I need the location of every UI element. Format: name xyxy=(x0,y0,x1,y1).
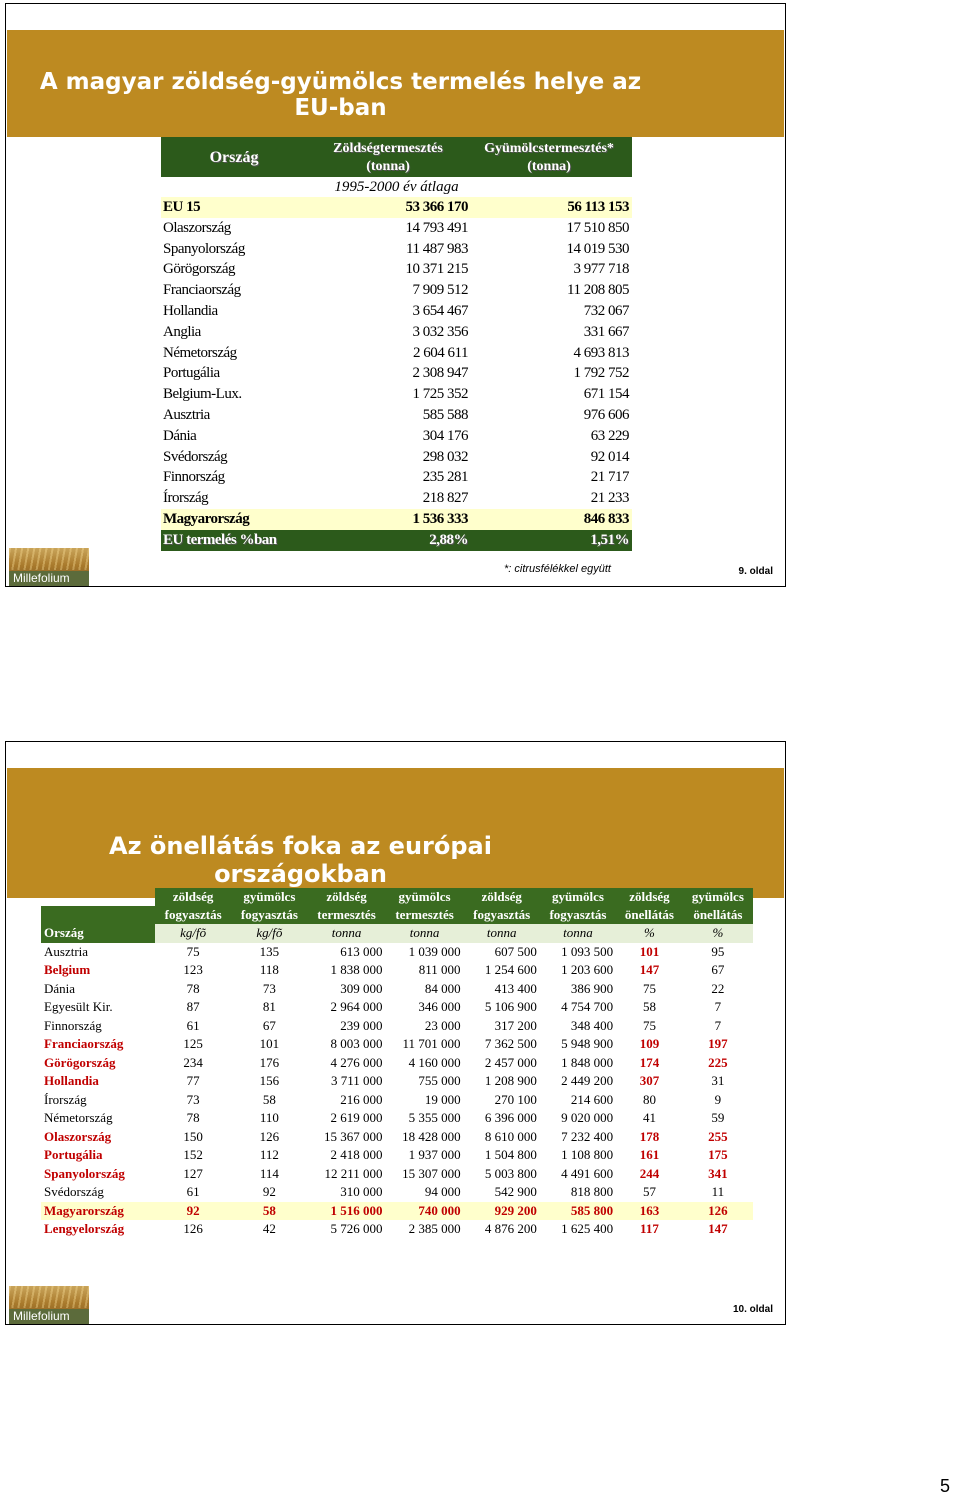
cell-country: Magyarország xyxy=(41,1202,155,1221)
cell-country: EU 15 xyxy=(163,199,201,215)
table-row xyxy=(41,1146,753,1165)
cell-vegetable: 2 604 611 xyxy=(413,344,468,361)
cell-value: 244 xyxy=(639,1165,660,1181)
cell-value: 216 000 xyxy=(340,1091,383,1107)
cell-value: 607 500 xyxy=(494,943,537,959)
cell-value: 2 619 000 xyxy=(330,1110,383,1126)
millefolium-logo xyxy=(9,1286,89,1324)
cell-value: 94 000 xyxy=(424,1184,461,1200)
cell-value: 1 838 000 xyxy=(330,962,383,978)
column-header-top: gyümölcs xyxy=(386,888,464,906)
cell-country: Írország xyxy=(163,490,209,507)
cell-value: 309 000 xyxy=(340,980,383,996)
cell-country: Franciaország xyxy=(163,282,241,299)
header-fruit xyxy=(469,140,629,176)
column-header-bottom: fogyasztás xyxy=(155,906,231,924)
unit-cell: % xyxy=(616,924,683,943)
cell-value: 197 xyxy=(708,1036,728,1052)
cell-fruit: 11 208 805 xyxy=(567,282,629,299)
cell-value: 22 xyxy=(711,980,725,996)
cell-value: 239 000 xyxy=(340,1017,383,1033)
cell-value: 92 xyxy=(262,1184,276,1200)
cell-value: 740 000 xyxy=(386,1202,464,1221)
cell-value: 386 900 xyxy=(570,980,614,996)
table-row xyxy=(161,301,632,322)
unit-cell: tonna xyxy=(308,924,386,943)
cell-fruit: 3 977 718 xyxy=(573,261,629,278)
cell-value: 1 937 000 xyxy=(408,1147,461,1163)
table-row xyxy=(161,509,632,530)
cell-fruit: 846 833 xyxy=(583,510,629,527)
cell-country: Portugália xyxy=(163,365,220,382)
table-row xyxy=(161,467,632,488)
cell-value: 1 093 500 xyxy=(561,943,614,959)
cell-country: Olaszország xyxy=(44,1128,112,1144)
slide-title: A magyar zöldség-gyümölcs termelés helye az EU-ban xyxy=(39,69,642,121)
cell-value: 307 xyxy=(639,1073,660,1089)
cell-value: 101 xyxy=(639,943,660,959)
cell-value: 12 211 000 xyxy=(324,1165,383,1181)
title-banner xyxy=(7,30,784,137)
table-row xyxy=(161,197,632,218)
cell-value: 811 000 xyxy=(418,962,461,978)
cell-value: 135 xyxy=(259,943,280,959)
table-row xyxy=(161,280,632,301)
column-header-top: zöldség xyxy=(155,888,231,906)
cell-value: 58 xyxy=(262,1091,276,1107)
cell-value: 5 106 900 xyxy=(484,999,537,1015)
cell-value: 270 100 xyxy=(494,1091,537,1107)
cell-value: 125 xyxy=(183,1036,203,1052)
cell-country: Magyarország xyxy=(163,510,250,527)
cell-value: 78 xyxy=(186,1110,200,1126)
cell-fruit: 21 717 xyxy=(590,469,629,486)
cell-value: 123 xyxy=(183,962,203,978)
cell-country: Németország xyxy=(44,1110,113,1126)
cell-country: Görögország xyxy=(163,261,235,278)
slide-9 xyxy=(5,3,786,587)
cell-fruit: 14 019 530 xyxy=(566,240,629,257)
millefolium-logo xyxy=(9,548,89,586)
cell-value: 41 xyxy=(642,1110,656,1126)
period-label: 1995-2000 év átlaga xyxy=(334,179,459,195)
cell-value: 84 000 xyxy=(424,980,461,996)
cell-value: 234 xyxy=(183,1054,203,1070)
cell-value: 1 254 600 xyxy=(484,962,537,978)
cell-country: Finnország xyxy=(44,1017,102,1033)
column-header-top: gyümölcs xyxy=(683,888,753,906)
cell-value: 80 xyxy=(642,1091,656,1107)
cell-value: 613 000 xyxy=(340,943,383,959)
cell-value: 225 xyxy=(708,1054,728,1070)
cell-value: 114 xyxy=(259,1165,279,1181)
cell-value: 163 xyxy=(616,1202,683,1221)
cell-value: 5 003 800 xyxy=(484,1165,537,1181)
cell-value: 150 xyxy=(183,1128,203,1144)
cell-value: 58 xyxy=(642,999,656,1015)
cell-value: 585 800 xyxy=(540,1202,616,1221)
cell-value: 255 xyxy=(708,1128,728,1144)
table-row xyxy=(41,1165,753,1184)
cell-value: 348 400 xyxy=(570,1017,614,1033)
cell-value: 214 600 xyxy=(570,1091,614,1107)
table-row xyxy=(41,1183,753,1202)
header-veg-unit: (tonna) xyxy=(366,159,410,174)
cell-value: 19 000 xyxy=(424,1091,461,1107)
cell-value: 1 504 800 xyxy=(484,1147,537,1163)
table-row xyxy=(161,530,632,551)
column-header-bottom: termesztés xyxy=(386,906,464,924)
cell-value: 161 xyxy=(639,1147,660,1163)
cell-value: 92 xyxy=(155,1202,231,1221)
cell-value: 112 xyxy=(259,1147,279,1163)
cell-country: Ausztria xyxy=(44,943,89,959)
cell-country: Svédország xyxy=(163,448,228,465)
cell-country: Írország xyxy=(44,1091,87,1107)
cell-value: 2 418 000 xyxy=(330,1147,383,1163)
cell-country: Spanyolország xyxy=(163,240,245,257)
cell-value: 75 xyxy=(642,1017,656,1033)
cell-value: 101 xyxy=(259,1036,280,1052)
header-empty xyxy=(41,906,155,924)
cell-value: 147 xyxy=(708,1221,728,1237)
table-row xyxy=(41,1054,753,1073)
cell-value: 57 xyxy=(642,1184,656,1200)
table-header xyxy=(161,137,632,177)
cell-country: Belgium xyxy=(44,962,91,978)
cell-fruit: 21 233 xyxy=(590,490,629,507)
table-row xyxy=(41,998,753,1017)
table-row xyxy=(41,1072,753,1091)
cell-value: 126 xyxy=(183,1221,203,1237)
cell-country: Dánia xyxy=(44,980,76,996)
table-row xyxy=(161,426,632,447)
table-row xyxy=(161,384,632,405)
cell-value: 8 003 000 xyxy=(330,1036,383,1052)
cell-country: Belgium-Lux. xyxy=(163,386,242,403)
cell-fruit: 1,51% xyxy=(590,531,629,548)
cell-vegetable: 2 308 947 xyxy=(412,365,468,382)
cell-value: 67 xyxy=(711,962,725,978)
header-veg-label: Zöldségtermesztés xyxy=(333,141,443,156)
cell-value: 110 xyxy=(259,1110,279,1126)
cell-value: 15 307 000 xyxy=(402,1165,461,1181)
cell-country: Olaszország xyxy=(163,219,231,236)
cell-value: 175 xyxy=(708,1147,728,1163)
cell-country: Spanyolország xyxy=(44,1165,125,1181)
footnote: *: citrusfélékkel együtt xyxy=(504,563,611,575)
cell-value: 5 355 000 xyxy=(408,1110,461,1126)
cell-value: 310 000 xyxy=(340,1184,383,1200)
cell-value: 147 xyxy=(639,962,660,978)
column-header-bottom: fogyasztás xyxy=(540,906,616,924)
table-row xyxy=(41,1109,753,1128)
cell-fruit: 732 067 xyxy=(583,302,629,319)
cell-value: 15 367 000 xyxy=(324,1128,383,1144)
cell-value: 9 020 000 xyxy=(561,1110,614,1126)
cell-value: 413 400 xyxy=(494,980,537,996)
cell-value: 126 xyxy=(259,1128,280,1144)
header-row-bottom xyxy=(41,906,753,924)
cell-value: 4 491 600 xyxy=(561,1165,614,1181)
cell-value: 1 108 800 xyxy=(561,1147,614,1163)
cell-country: Anglia xyxy=(163,323,201,340)
cell-value: 929 200 xyxy=(464,1202,540,1221)
table-row xyxy=(161,259,632,280)
column-header-bottom: önellátás xyxy=(683,906,753,924)
column-header-bottom: fogyasztás xyxy=(231,906,307,924)
cell-value: 7 xyxy=(714,1017,722,1033)
cell-value: 73 xyxy=(262,980,276,996)
logo-text: Millefolium xyxy=(13,1309,70,1323)
cell-value: 2 385 000 xyxy=(408,1221,461,1237)
cell-value: 2 449 200 xyxy=(561,1073,614,1089)
cell-vegetable: 235 281 xyxy=(422,469,468,486)
table-row xyxy=(41,1035,753,1054)
table-row xyxy=(161,239,632,260)
cell-value: 61 xyxy=(186,1184,200,1200)
table-row xyxy=(41,1017,753,1036)
cell-fruit: 4 693 813 xyxy=(573,344,629,361)
cell-value: 81 xyxy=(262,999,276,1015)
cell-value: 341 xyxy=(708,1165,728,1181)
cell-value: 75 xyxy=(642,980,656,996)
cell-value: 6 396 000 xyxy=(484,1110,537,1126)
header-empty xyxy=(41,888,155,906)
cell-vegetable: 7 909 512 xyxy=(412,282,468,299)
units-row xyxy=(41,924,753,943)
table-row xyxy=(161,488,632,509)
cell-value: 2 457 000 xyxy=(484,1054,537,1070)
cell-value: 59 xyxy=(711,1110,725,1126)
cell-value: 67 xyxy=(262,1017,276,1033)
slide-10 xyxy=(5,741,786,1325)
cell-country: Németország xyxy=(163,344,237,361)
cell-vegetable: 585 588 xyxy=(422,406,468,423)
cell-vegetable: 14 793 491 xyxy=(405,219,468,236)
cell-value: 31 xyxy=(711,1073,725,1089)
cell-value: 7 xyxy=(714,999,722,1015)
column-header-top: zöldség xyxy=(464,888,540,906)
cell-value: 7 232 400 xyxy=(561,1128,614,1144)
cell-value: 9 xyxy=(714,1091,722,1107)
cell-value: 11 701 000 xyxy=(402,1036,461,1052)
unit-cell: tonna xyxy=(386,924,464,943)
table-row xyxy=(161,363,632,384)
header-fruit-unit: (tonna) xyxy=(527,159,571,174)
column-header-bottom: önellátás xyxy=(616,906,683,924)
header-row-top xyxy=(41,888,753,906)
cell-value: 75 xyxy=(186,943,200,959)
cell-value: 78 xyxy=(186,980,200,996)
self-sufficiency-table xyxy=(41,888,753,1239)
table-row xyxy=(161,218,632,239)
column-header-bottom: fogyasztás xyxy=(464,906,540,924)
cell-country: Svédország xyxy=(44,1184,104,1200)
slide-title: Az önellátás foka az európai országokban xyxy=(109,832,492,888)
cell-fruit: 331 667 xyxy=(583,323,629,340)
table-row xyxy=(41,1128,753,1147)
cell-value: 2 964 000 xyxy=(330,999,383,1015)
cell-value: 95 xyxy=(711,943,725,959)
cell-value: 87 xyxy=(186,999,200,1015)
cell-fruit: 56 113 153 xyxy=(567,199,629,215)
cell-value: 1 039 000 xyxy=(408,943,461,959)
cell-value: 73 xyxy=(186,1091,200,1107)
header-country: Ország xyxy=(41,924,155,943)
cell-vegetable: 3 654 467 xyxy=(412,302,468,319)
column-header-top: gyümölcs xyxy=(540,888,616,906)
cell-value: 1 848 000 xyxy=(561,1054,614,1070)
production-table xyxy=(161,137,632,551)
cell-value: 4 754 700 xyxy=(561,999,614,1015)
cell-vegetable: 298 032 xyxy=(422,448,468,465)
cell-value: 4 276 000 xyxy=(330,1054,383,1070)
cell-value: 23 000 xyxy=(424,1017,461,1033)
table-row xyxy=(41,1220,753,1239)
cell-fruit: 671 154 xyxy=(583,386,629,403)
table-row xyxy=(41,1091,753,1110)
table-row xyxy=(161,447,632,468)
cell-value: 542 900 xyxy=(494,1184,537,1200)
cell-country: Lengyelország xyxy=(44,1221,125,1237)
table-row xyxy=(161,405,632,426)
cell-value: 18 428 000 xyxy=(402,1128,461,1144)
cell-country: Görögország xyxy=(44,1054,116,1070)
title-banner xyxy=(7,768,784,898)
unit-cell: tonna xyxy=(464,924,540,943)
header-vegetable xyxy=(307,140,469,176)
cell-value: 176 xyxy=(259,1054,280,1070)
cell-value: 126 xyxy=(683,1202,753,1221)
unit-cell: kg/fõ xyxy=(155,924,231,943)
cell-value: 5 726 000 xyxy=(330,1221,383,1237)
cell-value: 4 160 000 xyxy=(408,1054,461,1070)
cell-value: 317 200 xyxy=(494,1017,537,1033)
logo-text: Millefolium xyxy=(13,571,70,585)
header-fruit-label: Gyümölcstermesztés* xyxy=(484,141,614,156)
cell-value: 1 625 400 xyxy=(561,1221,614,1237)
cell-value: 118 xyxy=(259,962,279,978)
column-header-bottom: termesztés xyxy=(308,906,386,924)
unit-cell: tonna xyxy=(540,924,616,943)
cell-country: Egyesült Kir. xyxy=(44,999,113,1015)
cell-value: 77 xyxy=(186,1073,200,1089)
column-header-top: zöldség xyxy=(308,888,386,906)
table-body xyxy=(161,197,632,551)
cell-vegetable: 3 032 356 xyxy=(412,323,468,340)
unit-cell: % xyxy=(683,924,753,943)
cell-value: 1 208 900 xyxy=(484,1073,537,1089)
cell-value: 8 610 000 xyxy=(484,1128,537,1144)
cell-value: 3 711 000 xyxy=(331,1073,383,1089)
cell-value: 127 xyxy=(183,1165,203,1181)
cell-country: Portugália xyxy=(44,1147,103,1163)
cell-fruit: 92 014 xyxy=(590,448,629,465)
cell-country: Finnország xyxy=(163,469,225,486)
cell-fruit: 1 792 752 xyxy=(573,365,629,382)
header-country: Ország xyxy=(209,149,259,166)
cell-country: Dánia xyxy=(163,427,197,444)
column-header-top: zöldség xyxy=(616,888,683,906)
cell-value: 109 xyxy=(639,1036,660,1052)
cell-fruit: 63 229 xyxy=(590,427,629,444)
cell-vegetable: 304 176 xyxy=(422,427,468,444)
cell-vegetable: 10 371 215 xyxy=(405,261,468,278)
table-row xyxy=(41,980,753,999)
cell-value: 1 516 000 xyxy=(308,1202,386,1221)
cell-vegetable: 1 725 352 xyxy=(412,386,468,403)
cell-fruit: 17 510 850 xyxy=(566,219,629,236)
cell-country: Franciaország xyxy=(44,1036,124,1052)
column-header-top: gyümölcs xyxy=(231,888,307,906)
cell-country: Hollandia xyxy=(44,1073,99,1089)
cell-country: Ausztria xyxy=(163,406,210,423)
table-row xyxy=(41,1202,753,1221)
cell-country: Hollandia xyxy=(163,302,218,319)
cell-value: 58 xyxy=(231,1202,307,1221)
cell-value: 818 800 xyxy=(570,1184,614,1200)
cell-vegetable: 11 487 983 xyxy=(406,240,468,257)
cell-country: EU termelés %ban xyxy=(163,531,277,548)
table-row xyxy=(41,943,753,962)
slide-page-label: 10. oldal xyxy=(732,1304,773,1315)
cell-value: 152 xyxy=(183,1147,203,1163)
slide-page-label: 9. oldal xyxy=(738,566,773,577)
cell-value: 61 xyxy=(186,1017,200,1033)
cell-value: 156 xyxy=(259,1073,280,1089)
cell-vegetable: 2,88% xyxy=(429,531,468,548)
cell-fruit: 976 606 xyxy=(583,406,629,423)
cell-value: 174 xyxy=(639,1054,660,1070)
cell-value: 7 362 500 xyxy=(484,1036,537,1052)
cell-value: 178 xyxy=(639,1128,660,1144)
cell-vegetable: 53 366 170 xyxy=(405,199,468,215)
cell-value: 4 876 200 xyxy=(484,1221,537,1237)
cell-value: 5 948 900 xyxy=(561,1036,614,1052)
table-row xyxy=(161,322,632,343)
cell-value: 42 xyxy=(262,1221,276,1237)
cell-value: 346 000 xyxy=(418,999,461,1015)
unit-cell: kg/fõ xyxy=(231,924,307,943)
cell-vegetable: 218 827 xyxy=(422,490,468,507)
cell-vegetable: 1 536 333 xyxy=(412,510,468,527)
cell-value: 755 000 xyxy=(418,1073,461,1089)
table-row xyxy=(41,961,753,980)
cell-value: 1 203 600 xyxy=(561,962,614,978)
table-row xyxy=(161,343,632,364)
cell-value: 117 xyxy=(640,1221,659,1237)
page-number: 5 xyxy=(939,1476,950,1496)
cell-value: 11 xyxy=(711,1184,725,1200)
